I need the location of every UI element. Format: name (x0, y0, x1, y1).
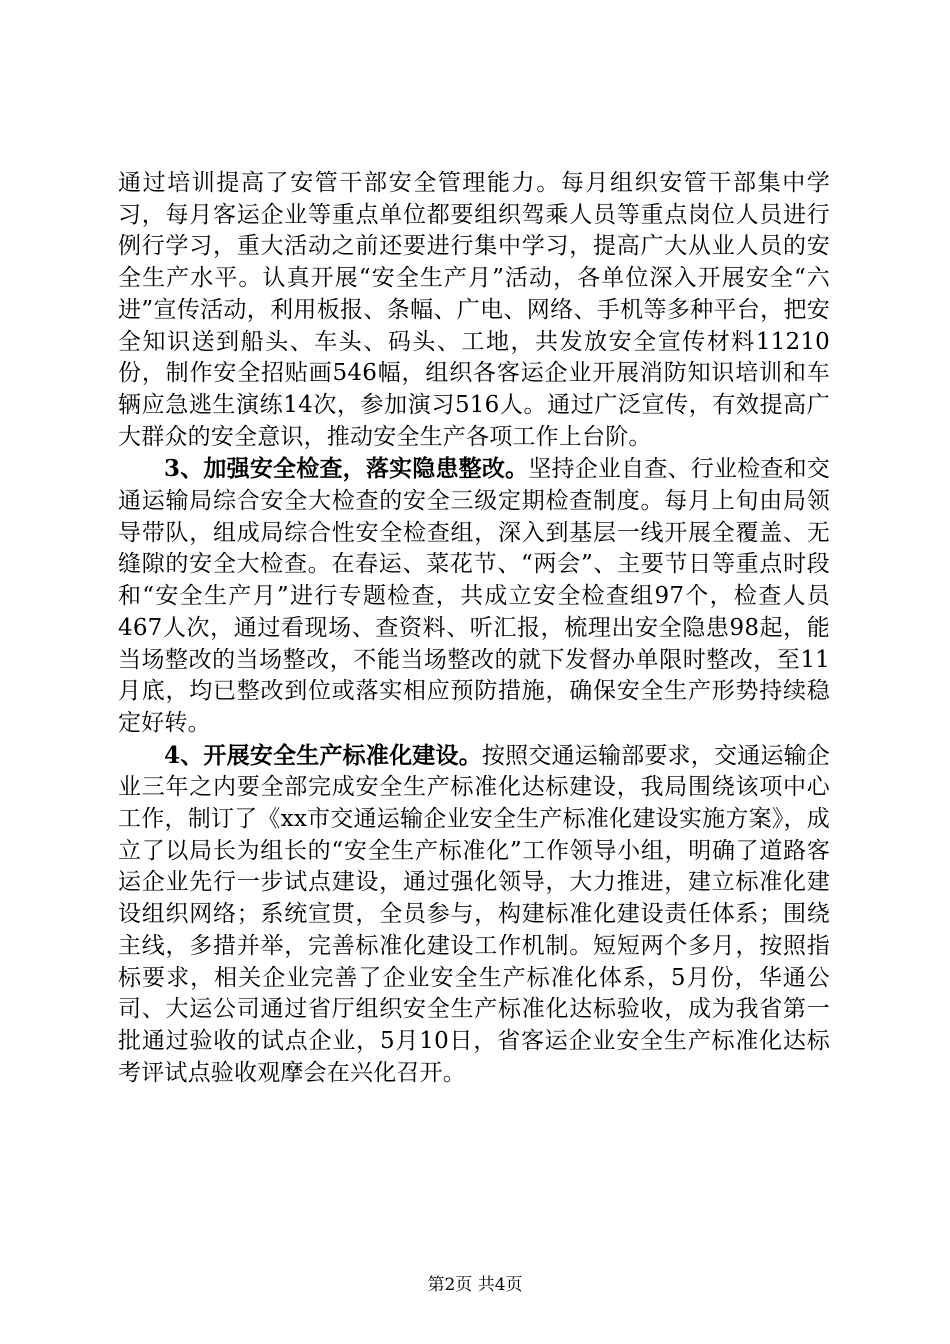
paragraph-training (118, 168, 830, 453)
section-heading: 3、加强安全检查，落实隐患整改。 (164, 455, 529, 483)
paragraph-text: 坚持企业自查、行业检查和交通运输局综合安全大检查的安全三级定期检查制度。每月上旬由局领导带队，组成局综合性安全检查组，深入到基层一线开展全覆盖、无缝隙的安全大检查。在春运、菜花节、“两会”、主要节日等重点时段和“安全生产月”进行专题检查，共成立安全检查组97个，检查人员467人次，通过看现场、查资料、听汇报，梳理出安全隐患98起，能当场整改的当场整改，不能当场整改的就下发督办单限时整改，至11月底，均已整改到位或落实相应预防措施，确保安全生产形势持续稳定好转。 (118, 456, 830, 736)
page-footer: 第2页 共4页 (427, 1275, 523, 1295)
paragraph-standardization (118, 740, 830, 1090)
paragraph-text: 通过培训提高了安管干部安全管理能力。每月组织安管干部集中学习，每月客运企业等重点单位都要组织驾乘人员等重点岗位人员进行例行学习，重大活动之前还要进行集中学习，提高广大从业人员的安全生产水平。认真开展“安全生产月”活动，各单位深入开展安全“六进”宣传活动，利用板报、条幅、广电、网络、手机等多种平台，把安全知识送到船头、车头、码头、工地，共发放安全宣传材料11210份，制作安全招贴画546幅，组织各客运企业开展消防知识培训和车辆应急逃生演练14次，参加演习516人。通过广泛宣传，有效提高广大群众的安全意识，推动安全生产各项工作上台阶。 (118, 170, 830, 450)
paragraph-safety-inspection (118, 453, 830, 739)
document-body (118, 168, 830, 1089)
section-heading: 4、开展安全生产标准化建设。 (164, 741, 482, 769)
paragraph-text: 按照交通运输部要求，交通运输企业三年之内要全部完成安全生产标准化达标建设，我局围绕该项中心工作，制订了《xx市交通运输企业安全生产标准化建设实施方案》，成立了以局长为组长的“安全生产标准化”工作领导小组，明确了道路客运企业先行一步试点建设，通过强化领导，大力推进，建立标准化建设组织网络；系统宣贯，全员参与，构建标准化建设责任体系；围绕主线，多措并举，完善标准化建设工作机制。短短两个多月，按照指标要求，相关企业完善了企业安全生产标准化体系，5月份，华通公司、大运公司通过省厅组织安全生产标准化达标验收，成为我省第一批通过验收的试点企业，5月10日，省客运企业安全生产标准化达标考评试点验收观摩会在兴化召开。 (118, 742, 831, 1086)
